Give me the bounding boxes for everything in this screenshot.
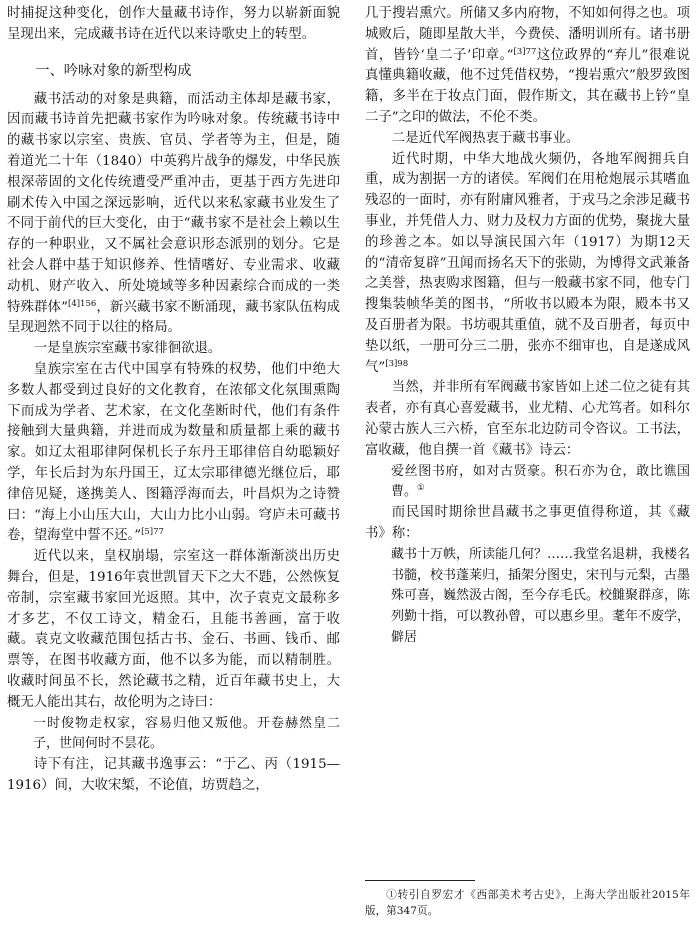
body-paragraph: 当然，并非所有军阀藏书家皆如上述二位之徒有其表者，亦有真心喜爱藏书，业尤精、心尤笃者。如科尔沁蒙古族人三六桥，官至东北边防司令咨议。工书法，富收藏，他自撰一首《藏书》诗云：	[365, 380, 690, 458]
citation-ref: [5]77	[141, 527, 164, 538]
quoted-poem: 爱丝图书府，如对古贤豪。积石亦为仓，敢比谯国曹。①	[391, 463, 690, 500]
block-quote: 藏书十万帙，所读能几何？……我堂名退耕，我楼名书髓，校书蓬莱归，插架分图史，宋刊与元梨，古墨殊可喜，巍然汲古阁，至今存毛氏。校雠聚群彦，陈列勤十指，可以教孙曾，可以惠乡里。耄年不废学，僻居	[391, 546, 691, 645]
quoted-poem: 一时俊物走权家，容易归他又叛他。开卷赫然皇二子，世间何时不昙花。	[33, 715, 340, 752]
body-paragraph: 皇族宗室在古代中国享有特殊的权势，他们中绝大多数人都受到过良好的文化教育，在浓郁文化氛围熏陶下而成为学者、艺术家，在文化垄断时代，他们有条件接触到大量典籍，并进而成为数量和质量都上乘的藏书家。如辽太祖耶律阿保机长子东丹王耶律倍自幼聪颖好学，年长后封为东丹国王，辽太宗耶律德光继位后，耶律倍见疑，遂携美人、图籍浮海而去，叶昌炽为之诗赞曰：“海上小山压大山，大山力比小山弱。穹庐未可藏书卷，望海堂中誓不还。”$^{[5]77}$	[7, 361, 340, 544]
section-heading: 一、吟咏对象的新型构成	[35, 62, 192, 79]
body-paragraph: 藏书活动的对象是典籍，而活动主体却是藏书家，因而藏书诗首先把藏书家作为吟咏对象。传统藏书诗中的藏书家以宗室、贵族、官员、学者等为主，但是，随着道光二十年（1840）中英鸦片战争的爆发，中华民族根深蒂固的文化传统遭受严重冲击，更基于西方先进印刷术传入中国之深远影响，近代以来私家藏书业发生了不同于前代的巨大变化，由于“藏书家不是社会上赖以生存的一种职业，又不属社会意识形态派别的划分。它是社会人群中基于知识修养、性情嗜好、专业需求、收藏动机、财产收入、所处境域等多种因素综合而成的一类特殊群体”$^{[4]156}$，新兴藏书家不断涌现，藏书家队伍构成呈现迥然不同于以往的格局。	[7, 91, 340, 336]
footnote-rule	[365, 880, 475, 881]
footnote-text: ①转引自罗宏才《西部美术考古史》，上海大学出版社2015年版，第347页。	[365, 889, 690, 917]
citation-ref: [3]98	[385, 358, 409, 369]
footnote-area	[365, 880, 690, 919]
body-paragraph: 几于搜岩熏穴。所储又多内府物，不知如何得之也。项城败后，随即星散大半，今费侯、潘明训所有。诸书册首，皆钤‘皇二子’印章。”$^{[3]77}$这位政界的“弃儿”很难说真懂典籍收藏，他不过凭借权势，“搜岩熏穴”般罗致图籍，多半在于妆点门面，假作斯文，其在藏书上钤“皇二子”之印的做法，不伦不类。	[365, 6, 690, 125]
body-paragraph: 近代时期，中华大地战火频仍，各地军阀拥兵自重，成为割据一方的诸侯。军阀们在用枪炮展示其嗜血残忍的一面时，亦有附庸风雅者，于戎马之余涉足藏书事业，并凭借人力、财力及权力方面的优势，聚拢大量的珍善之本。如以导演民国六年（1917）为期12天的“清帝复辟”丑闻而扬名天下的张勋，为博得文武兼备之美誉，热衷购求图籍，但与一般藏书家不同，他专门搜集装帧华美的图书，“所收书以殿本为限，殿本书又及百册者为限。书坊覗其重值，就不及百册者，每页中垫以纸，一册可分三二册，张亦不细审也，自是遂成风气”$^{[3]98}$	[365, 151, 690, 375]
subtopic-line: 二是近代军阀热衷于藏书事业。	[391, 130, 580, 146]
intro-paragraph: 时捕捉这种变化，创作大量藏书诗作，努力以崭新面貌呈现出来，完成藏书诗在近代以来诗歌史上的转型。	[7, 6, 340, 42]
body-paragraph: 而民国时期徐世昌藏书之事更值得称道，其《藏书》称：	[365, 505, 690, 541]
footnote-marker: ①	[417, 483, 425, 494]
citation-ref: [3]77	[513, 46, 537, 57]
citation-ref: [4]156	[68, 298, 97, 309]
right-column	[365, 4, 690, 649]
subtopic-line: 一是皇族宗室藏书家徘徊欲退。	[33, 341, 222, 357]
body-paragraph: 诗下有注，记其藏书逸事云：“于乙、丙（1915—1916）间，大收宋椠，不论值，坊贾趋之，	[7, 757, 340, 793]
body-paragraph: 近代以来，皇权崩塌，宗室这一群体渐渐淡出历史舞台，但是，1916年袁世凯冒天下之大不韪，公然恢复帝制，宗室藏书家回光返照。其中，次子袁克文最称多才多艺，不仅工诗文，精金石，且能书善画，富于收藏。袁克文收藏范围包括古书、金石、书画、钱币、邮票等，在图书收藏方面，他不以多为能，而以精制胜。收藏时间虽不长，然论藏书之精，近百年藏书史上，大概无人能出其右，故伦明为之诗曰：	[7, 549, 340, 710]
left-column	[7, 4, 340, 797]
